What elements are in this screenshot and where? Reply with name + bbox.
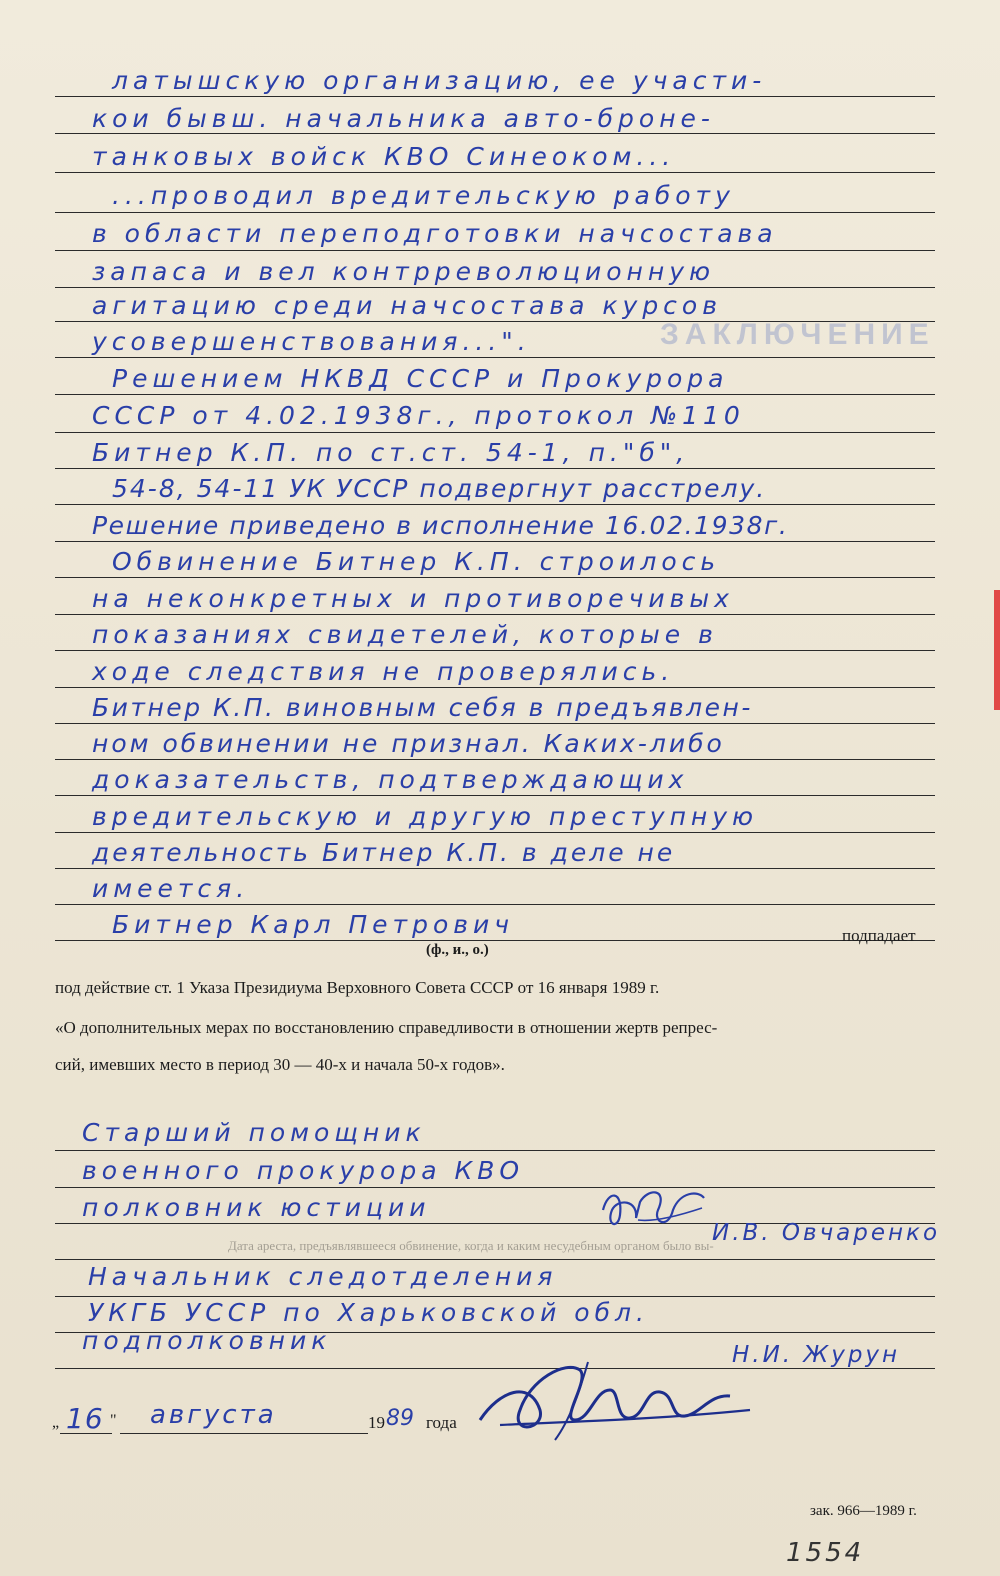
handwritten-line: показаниях свидетелей, которые в	[92, 620, 718, 649]
handwritten-line: запаса и вел контрреволюционную	[92, 257, 716, 286]
faded-form-text: Дата ареста, предъявлявшееся обвинение, когда и каким несудебным органом было вы-	[228, 1238, 714, 1253]
handwritten-line: танковых войск КВО Синеоком...	[92, 142, 676, 171]
date-month: августа	[150, 1400, 277, 1430]
red-edge-mark	[994, 590, 1000, 710]
kgb-officer-name: Н.И. Журун	[732, 1342, 901, 1368]
handwritten-line: усовершенствования...".	[92, 327, 531, 356]
falls-under-label: подпадает	[842, 926, 916, 945]
handwritten-line: агитацию среди начсостава курсов	[92, 291, 722, 320]
handwritten-line: Обвинение Битнер К.П. строилось	[112, 547, 721, 576]
printed-line: «О дополнительных мерах по восстановлению справедливости в отношении жертв репрес-	[55, 1018, 718, 1037]
handwritten-full-name: Битнер Карл Петрович	[112, 910, 515, 939]
page-number: 1554	[786, 1538, 865, 1568]
kgb-title-line: УКГБ УССР по Харьковской обл.	[88, 1298, 649, 1327]
date-open-quote: „	[52, 1414, 60, 1431]
date-year-suffix: 89	[386, 1406, 414, 1431]
date-year-word: года	[426, 1413, 457, 1432]
faded-stamp-text: ЗАКЛЮЧЕНИЕ	[660, 318, 935, 351]
prosecutor-title-line: Старший помощник	[82, 1118, 426, 1147]
handwritten-line: ходе следствия не проверялись.	[92, 657, 675, 686]
handwritten-line: на неконкретных и противоречивых	[92, 584, 734, 613]
date-year-prefix: 19	[368, 1413, 385, 1432]
handwritten-line: 54-8, 54-11 УК УССР подвергнут расстрелу.	[112, 474, 767, 503]
handwritten-line: кои бывш. начальника авто-броне-	[92, 104, 715, 133]
date-day: 16	[66, 1402, 104, 1435]
handwritten-line: Битнер К.П. виновным себя в предъявлен-	[92, 693, 753, 722]
kgb-title-line: подполковник	[82, 1326, 332, 1355]
handwritten-line: вредительскую и другую преступную	[92, 802, 759, 831]
handwritten-line: деятельность Битнер К.П. в деле не	[92, 838, 676, 867]
handwritten-line: в области переподготовки начсостава	[92, 219, 778, 248]
handwritten-line: ном обвинении не признал. Каких-либо	[92, 729, 725, 758]
order-number: зак. 966—1989 г.	[810, 1503, 917, 1519]
prosecutor-signature	[598, 1180, 708, 1240]
handwritten-line: Битнер К.П. по ст.ст. 54-1, п."б",	[92, 438, 690, 467]
printed-line: сий, имевших место в период 30 — 40-х и начала 50-х годов».	[55, 1055, 505, 1074]
prosecutor-name: И.В. Овчаренко	[712, 1220, 941, 1246]
kgb-title-line: Начальник следотделения	[88, 1262, 558, 1291]
handwritten-line: имеется.	[92, 874, 250, 903]
day-underline	[60, 1433, 112, 1434]
handwritten-line: СССР от 4.02.1938г., протокол №110	[92, 401, 745, 430]
fio-caption: (ф., и., о.)	[426, 942, 489, 958]
month-underline	[120, 1433, 368, 1434]
handwritten-line: Решением НКВД СССР и Прокурора	[112, 364, 729, 393]
handwritten-line: Решение приведено в исполнение 16.02.1938г.	[92, 511, 789, 540]
official-signature	[470, 1350, 760, 1450]
handwritten-line: латышскую организацию, ее участи-	[112, 66, 767, 95]
prosecutor-title-line: полковник юстиции	[82, 1193, 431, 1222]
prosecutor-title-line: военного прокурора КВО	[82, 1156, 525, 1185]
handwritten-line: доказательств, подтверждающих	[92, 765, 689, 794]
printed-line: под действие ст. 1 Указа Президиума Верховного Совета СССР от 16 января 1989 г.	[55, 978, 660, 997]
handwritten-line: ...проводил вредительскую работу	[112, 181, 735, 210]
date-close-quote: "	[110, 1412, 117, 1429]
